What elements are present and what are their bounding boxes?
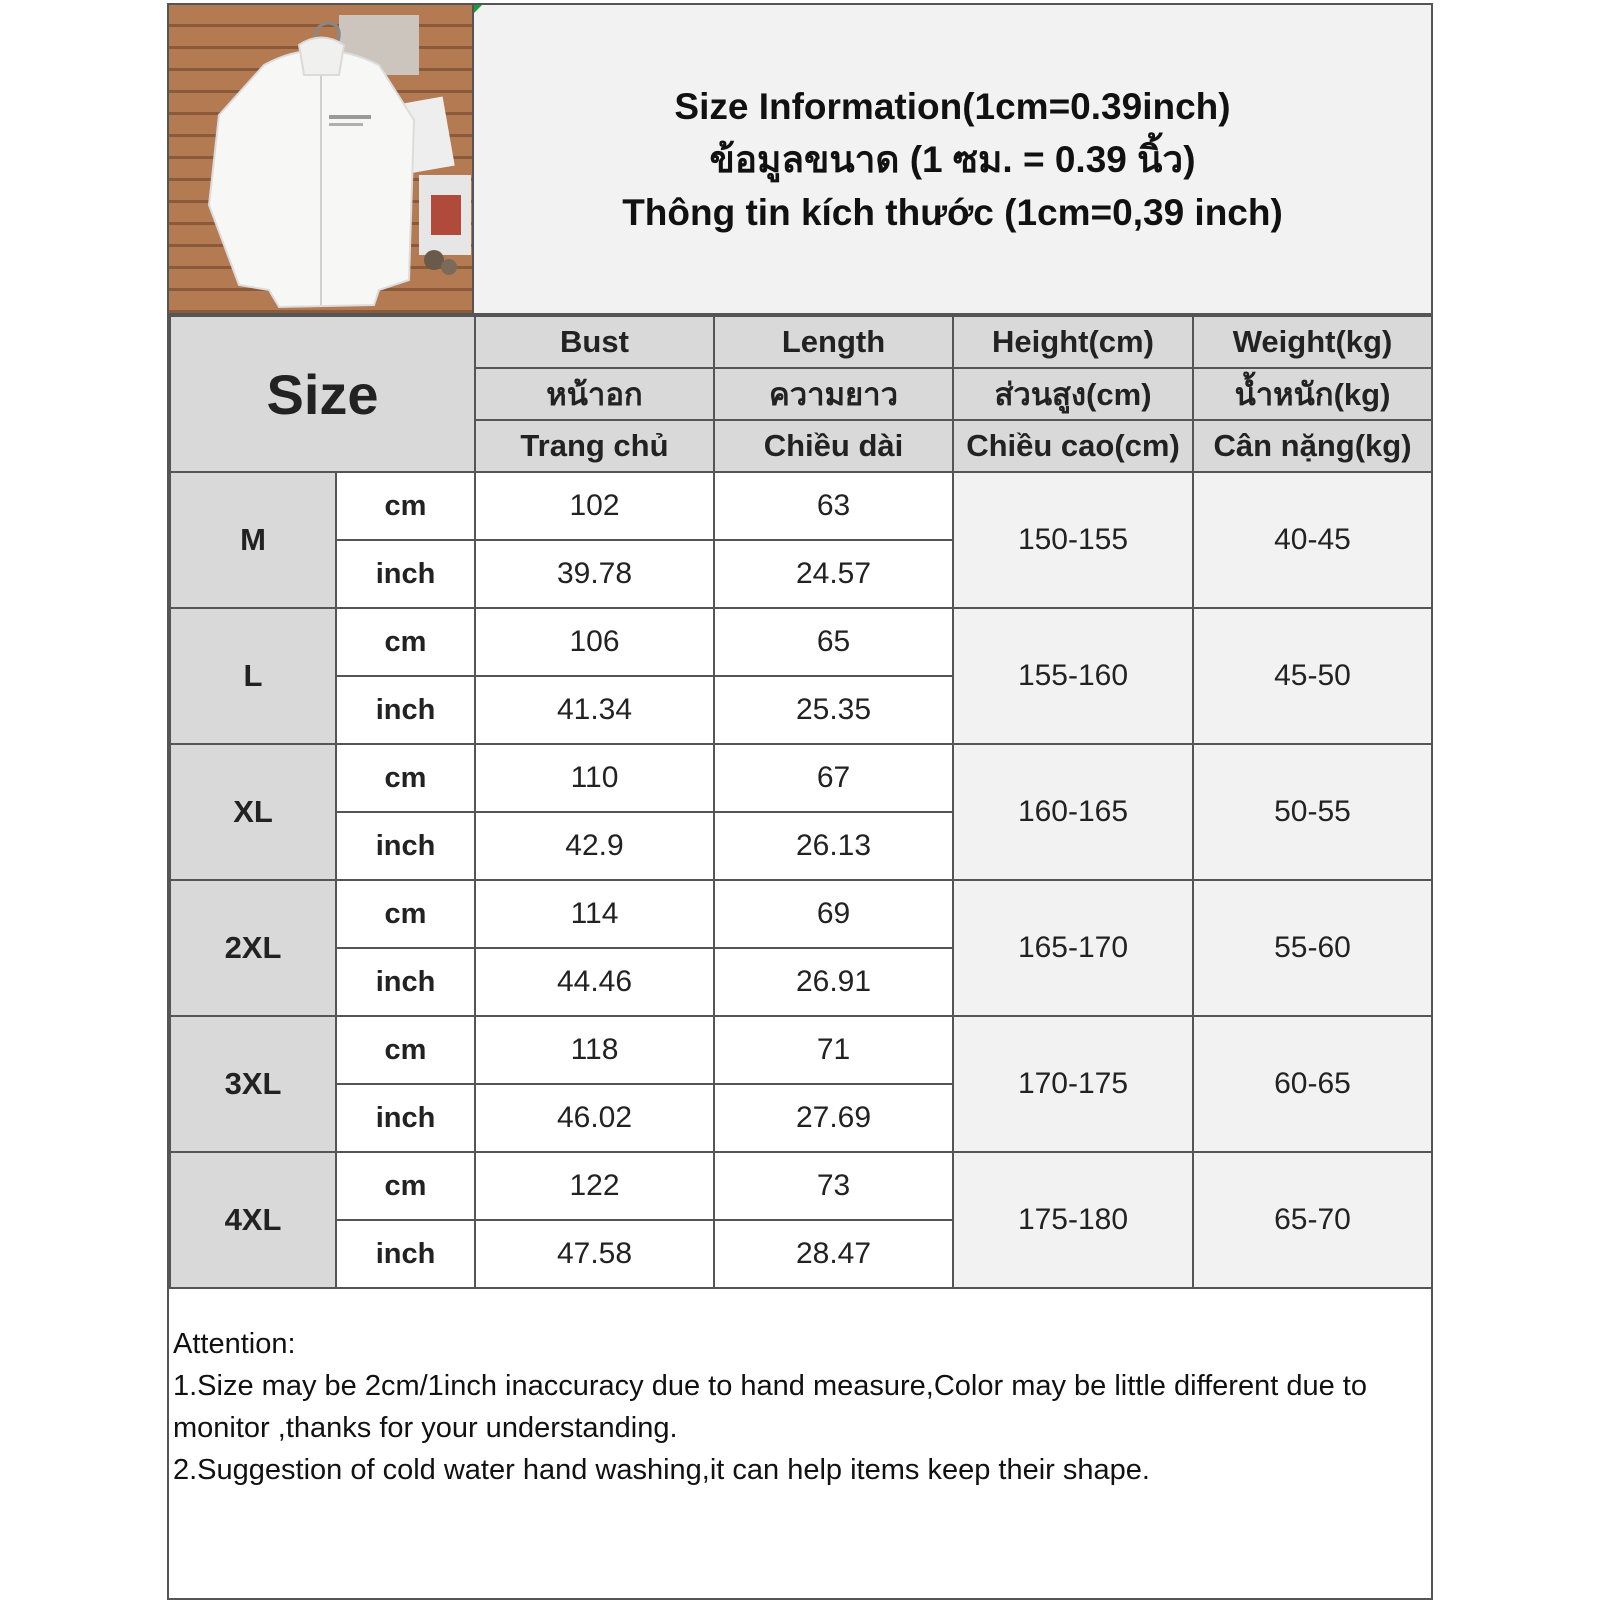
- length-inch: 26.13: [714, 812, 953, 880]
- size-label: 3XL: [170, 1016, 336, 1152]
- length-cm: 67: [714, 744, 953, 812]
- col-header-height-th: ส่วนสูง(cm): [953, 368, 1193, 420]
- unit-inch: inch: [336, 676, 475, 744]
- unit-cm: cm: [336, 1016, 475, 1084]
- bust-inch: 47.58: [475, 1220, 714, 1288]
- col-header-length-vi: Chiều dài: [714, 420, 953, 472]
- bust-cm: 110: [475, 744, 714, 812]
- size-label: M: [170, 472, 336, 608]
- weight-range: 50-55: [1193, 744, 1432, 880]
- bust-cm: 122: [475, 1152, 714, 1220]
- product-photo: [169, 5, 474, 315]
- table-row: [170, 880, 1432, 948]
- length-inch: 28.47: [714, 1220, 953, 1288]
- table-row: [170, 1152, 1432, 1220]
- unit-cm: cm: [336, 608, 475, 676]
- height-range: 160-165: [953, 744, 1193, 880]
- col-header-weight-en: Weight(kg): [1193, 316, 1432, 368]
- bust-inch: 42.9: [475, 812, 714, 880]
- length-inch: 27.69: [714, 1084, 953, 1152]
- unit-inch: inch: [336, 540, 475, 608]
- col-header-weight-th: น้ำหนัก(kg): [1193, 368, 1432, 420]
- col-header-weight-vi: Cân nặng(kg): [1193, 420, 1432, 472]
- attention-notes: [173, 1323, 1425, 1491]
- note-line-1: 1.Size may be 2cm/1inch inaccuracy due to hand measure,Color may be little different due to monitor ,thanks for your understanding.: [173, 1370, 1367, 1444]
- weight-range: 45-50: [1193, 608, 1432, 744]
- unit-inch: inch: [336, 812, 475, 880]
- size-header: Size: [170, 316, 475, 472]
- title-thai: ข้อมูลขนาด (1 ซม. = 0.39 นิ้ว): [709, 138, 1196, 180]
- col-header-bust-vi: Trang chủ: [475, 420, 714, 472]
- bust-cm: 118: [475, 1016, 714, 1084]
- height-range: 165-170: [953, 880, 1193, 1016]
- unit-cm: cm: [336, 472, 475, 540]
- size-label: XL: [170, 744, 336, 880]
- unit-inch: inch: [336, 1084, 475, 1152]
- bust-inch: 46.02: [475, 1084, 714, 1152]
- weight-range: 60-65: [1193, 1016, 1432, 1152]
- unit-cm: cm: [336, 880, 475, 948]
- notes-heading: Attention:: [173, 1328, 296, 1360]
- weight-range: 55-60: [1193, 880, 1432, 1016]
- note-line-2: 2.Suggestion of cold water hand washing,it can help items keep their shape.: [173, 1454, 1150, 1486]
- size-label: 2XL: [170, 880, 336, 1016]
- length-inch: 25.35: [714, 676, 953, 744]
- length-inch: 24.57: [714, 540, 953, 608]
- bust-inch: 41.34: [475, 676, 714, 744]
- height-range: 150-155: [953, 472, 1193, 608]
- col-header-height-en: Height(cm): [953, 316, 1193, 368]
- height-range: 170-175: [953, 1016, 1193, 1152]
- bust-cm: 106: [475, 608, 714, 676]
- length-cm: 69: [714, 880, 953, 948]
- length-inch: 26.91: [714, 948, 953, 1016]
- col-header-length-en: Length: [714, 316, 953, 368]
- size-chart-sheet: [167, 3, 1433, 1600]
- size-table: [169, 315, 1433, 1289]
- col-header-bust-th: หน้าอก: [475, 368, 714, 420]
- length-cm: 73: [714, 1152, 953, 1220]
- table-row: [170, 472, 1432, 540]
- title-vietnamese: Thông tin kích thước (1cm=0,39 inch): [622, 191, 1283, 233]
- length-cm: 71: [714, 1016, 953, 1084]
- bust-cm: 102: [475, 472, 714, 540]
- bust-inch: 44.46: [475, 948, 714, 1016]
- table-row: [170, 1016, 1432, 1084]
- height-range: 155-160: [953, 608, 1193, 744]
- title-english: Size Information(1cm=0.39inch): [674, 85, 1231, 127]
- table-row: [170, 608, 1432, 676]
- bust-cm: 114: [475, 880, 714, 948]
- header-row-english: [170, 316, 1432, 368]
- weight-range: 65-70: [1193, 1152, 1432, 1288]
- unit-inch: inch: [336, 1220, 475, 1288]
- size-label: 4XL: [170, 1152, 336, 1288]
- length-cm: 65: [714, 608, 953, 676]
- jacket-photo-illustration: [169, 5, 472, 313]
- col-header-length-th: ความยาว: [714, 368, 953, 420]
- unit-cm: cm: [336, 1152, 475, 1220]
- height-range: 175-180: [953, 1152, 1193, 1288]
- cell-marker-icon: [474, 5, 482, 13]
- unit-inch: inch: [336, 948, 475, 1016]
- bust-inch: 39.78: [475, 540, 714, 608]
- col-header-bust-en: Bust: [475, 316, 714, 368]
- title-box: [474, 5, 1431, 315]
- col-header-height-vi: Chiều cao(cm): [953, 420, 1193, 472]
- table-row: [170, 744, 1432, 812]
- unit-cm: cm: [336, 744, 475, 812]
- size-label: L: [170, 608, 336, 744]
- length-cm: 63: [714, 472, 953, 540]
- weight-range: 40-45: [1193, 472, 1432, 608]
